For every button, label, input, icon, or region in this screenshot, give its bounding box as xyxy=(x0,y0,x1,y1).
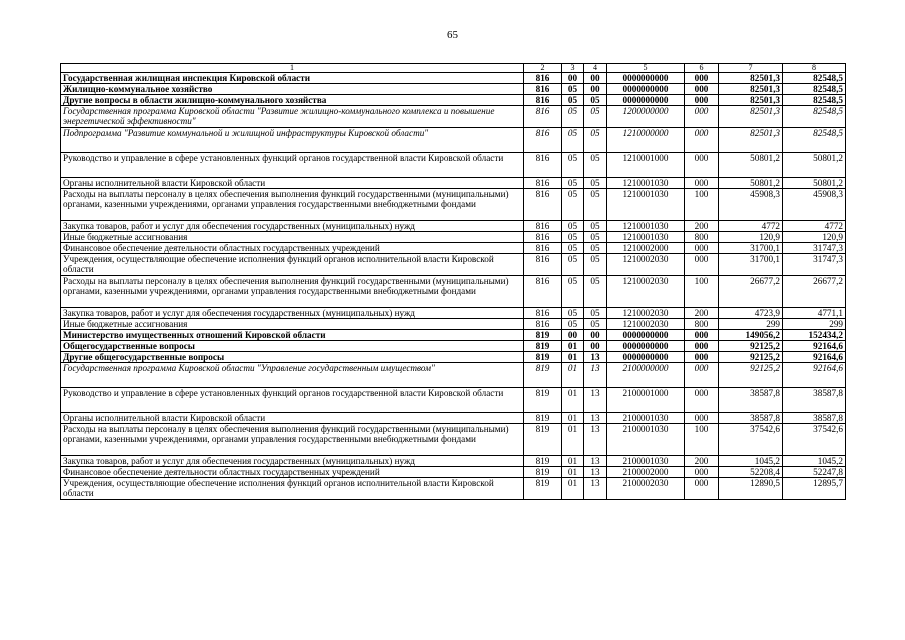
expense-type-cell: 000 xyxy=(685,153,719,178)
section-code-cell: 01 xyxy=(562,413,584,424)
target-article-cell: 1210001000 xyxy=(607,153,685,178)
ministry-code-cell: 819 xyxy=(524,388,562,413)
section-code-cell: 05 xyxy=(562,276,584,308)
section-code-cell: 05 xyxy=(562,95,584,106)
expense-type-cell: 000 xyxy=(685,352,719,363)
amount-year2-cell: 31747,3 xyxy=(783,243,846,254)
ministry-code-cell: 816 xyxy=(524,232,562,243)
expense-type-cell: 000 xyxy=(685,363,719,388)
amount-year1-cell: 50801,2 xyxy=(719,178,783,189)
target-article-cell: 1210001030 xyxy=(607,189,685,221)
subsection-code-cell: 13 xyxy=(584,456,607,467)
amount-year2-cell: 38587,8 xyxy=(783,388,846,413)
row-name-cell: Государственная программа Кировской области "Управление государственным имуществом" xyxy=(61,363,524,388)
ministry-code-cell: 816 xyxy=(524,254,562,276)
target-article-cell: 1210002030 xyxy=(607,254,685,276)
section-code-cell: 05 xyxy=(562,308,584,319)
header-cell: 7 xyxy=(719,64,783,73)
row-name-cell: Другие вопросы в области жилищно-коммунального хозяйства xyxy=(61,95,524,106)
amount-year2-cell: 37542,6 xyxy=(783,424,846,456)
section-code-cell: 05 xyxy=(562,232,584,243)
target-article-cell: 2100002000 xyxy=(607,467,685,478)
subsection-code-cell: 13 xyxy=(584,388,607,413)
subsection-code-cell: 00 xyxy=(584,73,607,84)
expense-type-cell: 000 xyxy=(685,178,719,189)
row-name-cell: Расходы на выплаты персоналу в целях обеспечения выполнения функций государственными (муниципальными) органами, казенными учреждениями, органами управления государственными внебюджетными фондами xyxy=(61,276,524,308)
target-article-cell: 1210002000 xyxy=(607,243,685,254)
target-article-cell: 2100000000 xyxy=(607,363,685,388)
subsection-code-cell: 05 xyxy=(584,189,607,221)
table-row xyxy=(61,84,846,95)
expense-type-cell: 000 xyxy=(685,106,719,128)
header-cell: 5 xyxy=(607,64,685,73)
target-article-cell: 1200000000 xyxy=(607,106,685,128)
row-name-cell: Подпрограмма "Развитие коммунальной и жилищной инфраструктуры Кировской области" xyxy=(61,128,524,153)
subsection-code-cell: 05 xyxy=(584,319,607,330)
section-code-cell: 05 xyxy=(562,243,584,254)
amount-year2-cell: 120,9 xyxy=(783,232,846,243)
expense-type-cell: 000 xyxy=(685,330,719,341)
row-name-cell: Руководство и управление в сфере установленных функций органов государственной власти Кировской области xyxy=(61,153,524,178)
amount-year2-cell: 52247,8 xyxy=(783,467,846,478)
row-name-cell: Закупка товаров, работ и услуг для обеспечения государственных (муниципальных) нужд xyxy=(61,456,524,467)
amount-year2-cell: 38587,8 xyxy=(783,413,846,424)
amount-year2-cell: 50801,2 xyxy=(783,153,846,178)
table-row xyxy=(61,106,846,128)
expense-type-cell: 000 xyxy=(685,84,719,95)
amount-year1-cell: 82501,3 xyxy=(719,73,783,84)
row-name-cell: Учреждения, осуществляющие обеспечение исполнения функций органов исполнительной власти Кировской области xyxy=(61,478,524,500)
amount-year1-cell: 82501,3 xyxy=(719,84,783,95)
expense-type-cell: 100 xyxy=(685,189,719,221)
section-code-cell: 01 xyxy=(562,467,584,478)
budget-table xyxy=(60,63,846,500)
expense-type-cell: 000 xyxy=(685,254,719,276)
amount-year1-cell: 299 xyxy=(719,319,783,330)
subsection-code-cell: 00 xyxy=(584,84,607,95)
subsection-code-cell: 05 xyxy=(584,221,607,232)
section-code-cell: 05 xyxy=(562,128,584,153)
ministry-code-cell: 816 xyxy=(524,189,562,221)
amount-year1-cell: 31700,1 xyxy=(719,243,783,254)
subsection-code-cell: 13 xyxy=(584,352,607,363)
subsection-code-cell: 13 xyxy=(584,413,607,424)
header-cell: 3 xyxy=(562,64,584,73)
ministry-code-cell: 816 xyxy=(524,308,562,319)
section-code-cell: 00 xyxy=(562,73,584,84)
target-article-cell: 0000000000 xyxy=(607,341,685,352)
row-name-cell: Государственная жилищная инспекция Кировской области xyxy=(61,73,524,84)
ministry-code-cell: 819 xyxy=(524,413,562,424)
target-article-cell: 0000000000 xyxy=(607,352,685,363)
table-row xyxy=(61,456,846,467)
row-name-cell: Министерство имущественных отношений Кировской области xyxy=(61,330,524,341)
amount-year1-cell: 52208,4 xyxy=(719,467,783,478)
ministry-code-cell: 816 xyxy=(524,178,562,189)
table-row xyxy=(61,95,846,106)
ministry-code-cell: 819 xyxy=(524,478,562,500)
section-code-cell: 05 xyxy=(562,106,584,128)
amount-year2-cell: 26677,2 xyxy=(783,276,846,308)
amount-year2-cell: 82548,5 xyxy=(783,73,846,84)
table-row xyxy=(61,319,846,330)
section-code-cell: 05 xyxy=(562,221,584,232)
row-name-cell: Жилищно-коммунальное хозяйство xyxy=(61,84,524,95)
header-cell: 2 xyxy=(524,64,562,73)
ministry-code-cell: 816 xyxy=(524,319,562,330)
amount-year2-cell: 82548,5 xyxy=(783,84,846,95)
section-code-cell: 01 xyxy=(562,478,584,500)
amount-year1-cell: 45908,3 xyxy=(719,189,783,221)
expense-type-cell: 800 xyxy=(685,232,719,243)
ministry-code-cell: 819 xyxy=(524,456,562,467)
amount-year2-cell: 82548,5 xyxy=(783,128,846,153)
section-code-cell: 00 xyxy=(562,330,584,341)
subsection-code-cell: 05 xyxy=(584,243,607,254)
row-name-cell: Закупка товаров, работ и услуг для обеспечения государственных (муниципальных) нужд xyxy=(61,221,524,232)
target-article-cell: 1210002030 xyxy=(607,276,685,308)
amount-year2-cell: 92164,6 xyxy=(783,341,846,352)
expense-type-cell: 200 xyxy=(685,221,719,232)
section-code-cell: 01 xyxy=(562,341,584,352)
subsection-code-cell: 05 xyxy=(584,276,607,308)
ministry-code-cell: 816 xyxy=(524,73,562,84)
target-article-cell: 0000000000 xyxy=(607,73,685,84)
table-row xyxy=(61,128,846,153)
row-name-cell: Общегосударственные вопросы xyxy=(61,341,524,352)
expense-type-cell: 800 xyxy=(685,319,719,330)
amount-year1-cell: 149056,2 xyxy=(719,330,783,341)
header-cell: 4 xyxy=(584,64,607,73)
amount-year1-cell: 12890,5 xyxy=(719,478,783,500)
amount-year1-cell: 92125,2 xyxy=(719,352,783,363)
amount-year2-cell: 92164,6 xyxy=(783,363,846,388)
amount-year2-cell: 92164,6 xyxy=(783,352,846,363)
ministry-code-cell: 816 xyxy=(524,84,562,95)
section-code-cell: 05 xyxy=(562,178,584,189)
amount-year1-cell: 50801,2 xyxy=(719,153,783,178)
target-article-cell: 0000000000 xyxy=(607,330,685,341)
amount-year1-cell: 120,9 xyxy=(719,232,783,243)
expense-type-cell: 000 xyxy=(685,388,719,413)
subsection-code-cell: 00 xyxy=(584,330,607,341)
subsection-code-cell: 13 xyxy=(584,478,607,500)
target-article-cell: 2100001030 xyxy=(607,456,685,467)
expense-type-cell: 000 xyxy=(685,478,719,500)
amount-year2-cell: 82548,5 xyxy=(783,106,846,128)
target-article-cell: 1210001030 xyxy=(607,232,685,243)
table-row xyxy=(61,153,846,178)
amount-year1-cell: 82501,3 xyxy=(719,95,783,106)
amount-year1-cell: 37542,6 xyxy=(719,424,783,456)
header-cell: 1 xyxy=(61,64,524,73)
table-row xyxy=(61,276,846,308)
subsection-code-cell: 13 xyxy=(584,424,607,456)
row-name-cell: Закупка товаров, работ и услуг для обеспечения государственных (муниципальных) нужд xyxy=(61,308,524,319)
expense-type-cell: 200 xyxy=(685,456,719,467)
ministry-code-cell: 816 xyxy=(524,276,562,308)
amount-year2-cell: 82548,5 xyxy=(783,95,846,106)
row-name-cell: Органы исполнительной власти Кировской области xyxy=(61,178,524,189)
amount-year2-cell: 31747,3 xyxy=(783,254,846,276)
section-code-cell: 05 xyxy=(562,319,584,330)
amount-year1-cell: 82501,3 xyxy=(719,128,783,153)
row-name-cell: Иные бюджетные ассигнования xyxy=(61,232,524,243)
target-article-cell: 1210001030 xyxy=(607,178,685,189)
table-row xyxy=(61,330,846,341)
ministry-code-cell: 816 xyxy=(524,95,562,106)
table-row xyxy=(61,341,846,352)
subsection-code-cell: 00 xyxy=(584,341,607,352)
subsection-code-cell: 05 xyxy=(584,178,607,189)
header-cell: 6 xyxy=(685,64,719,73)
ministry-code-cell: 816 xyxy=(524,128,562,153)
subsection-code-cell: 13 xyxy=(584,467,607,478)
target-article-cell: 2100001030 xyxy=(607,413,685,424)
ministry-code-cell: 819 xyxy=(524,363,562,388)
ministry-code-cell: 816 xyxy=(524,106,562,128)
ministry-code-cell: 819 xyxy=(524,341,562,352)
subsection-code-cell: 05 xyxy=(584,308,607,319)
amount-year2-cell: 152434,2 xyxy=(783,330,846,341)
row-name-cell: Другие общегосударственные вопросы xyxy=(61,352,524,363)
amount-year1-cell: 38587,8 xyxy=(719,413,783,424)
table-row xyxy=(61,178,846,189)
table-row xyxy=(61,243,846,254)
ministry-code-cell: 819 xyxy=(524,467,562,478)
section-code-cell: 05 xyxy=(562,254,584,276)
amount-year1-cell: 38587,8 xyxy=(719,388,783,413)
section-code-cell: 01 xyxy=(562,456,584,467)
target-article-cell: 2100001030 xyxy=(607,424,685,456)
target-article-cell: 2100002030 xyxy=(607,478,685,500)
target-article-cell: 0000000000 xyxy=(607,84,685,95)
target-article-cell: 1210002030 xyxy=(607,319,685,330)
target-article-cell: 2100001000 xyxy=(607,388,685,413)
amount-year1-cell: 92125,2 xyxy=(719,341,783,352)
section-code-cell: 01 xyxy=(562,424,584,456)
table-row xyxy=(61,308,846,319)
section-code-cell: 01 xyxy=(562,388,584,413)
row-name-cell: Государственная программа Кировской области "Развитие жилищно-коммунального комплекса и повышение энергетической эффективности" xyxy=(61,106,524,128)
expense-type-cell: 000 xyxy=(685,413,719,424)
table-row xyxy=(61,363,846,388)
target-article-cell: 1210000000 xyxy=(607,128,685,153)
table-row xyxy=(61,467,846,478)
table-row xyxy=(61,352,846,363)
expense-type-cell: 000 xyxy=(685,341,719,352)
table-row xyxy=(61,232,846,243)
section-code-cell: 05 xyxy=(562,84,584,95)
subsection-code-cell: 05 xyxy=(584,232,607,243)
section-code-cell: 01 xyxy=(562,363,584,388)
target-article-cell: 1210001030 xyxy=(607,221,685,232)
ministry-code-cell: 816 xyxy=(524,153,562,178)
amount-year2-cell: 12895,7 xyxy=(783,478,846,500)
amount-year2-cell: 50801,2 xyxy=(783,178,846,189)
amount-year2-cell: 45908,3 xyxy=(783,189,846,221)
table-row xyxy=(61,254,846,276)
target-article-cell: 0000000000 xyxy=(607,95,685,106)
row-name-cell: Руководство и управление в сфере установленных функций органов государственной власти Кировской области xyxy=(61,388,524,413)
subsection-code-cell: 13 xyxy=(584,363,607,388)
row-name-cell: Учреждения, осуществляющие обеспечение исполнения функций органов исполнительной власти Кировской области xyxy=(61,254,524,276)
ministry-code-cell: 819 xyxy=(524,330,562,341)
amount-year2-cell: 4771,1 xyxy=(783,308,846,319)
table-row xyxy=(61,478,846,500)
row-name-cell: Иные бюджетные ассигнования xyxy=(61,319,524,330)
table-row xyxy=(61,189,846,221)
table-row xyxy=(61,413,846,424)
expense-type-cell: 100 xyxy=(685,424,719,456)
table-row xyxy=(61,424,846,456)
row-name-cell: Расходы на выплаты персоналу в целях обеспечения выполнения функций государственными (муниципальными) органами, казенными учреждениями, органами управления государственными внебюджетными фондами xyxy=(61,189,524,221)
amount-year1-cell: 4772 xyxy=(719,221,783,232)
header-cell: 8 xyxy=(783,64,846,73)
target-article-cell: 1210002030 xyxy=(607,308,685,319)
subsection-code-cell: 05 xyxy=(584,254,607,276)
section-code-cell: 01 xyxy=(562,352,584,363)
expense-type-cell: 000 xyxy=(685,73,719,84)
expense-type-cell: 000 xyxy=(685,95,719,106)
amount-year1-cell: 1045,2 xyxy=(719,456,783,467)
table-row xyxy=(61,73,846,84)
subsection-code-cell: 05 xyxy=(584,128,607,153)
ministry-code-cell: 819 xyxy=(524,424,562,456)
amount-year2-cell: 4772 xyxy=(783,221,846,232)
amount-year1-cell: 92125,2 xyxy=(719,363,783,388)
ministry-code-cell: 816 xyxy=(524,221,562,232)
subsection-code-cell: 05 xyxy=(584,153,607,178)
expense-type-cell: 100 xyxy=(685,276,719,308)
expense-type-cell: 200 xyxy=(685,308,719,319)
section-code-cell: 05 xyxy=(562,189,584,221)
row-name-cell: Финансовое обеспечение деятельности областных государственных учреждений xyxy=(61,243,524,254)
ministry-code-cell: 819 xyxy=(524,352,562,363)
expense-type-cell: 000 xyxy=(685,243,719,254)
section-code-cell: 05 xyxy=(562,153,584,178)
amount-year1-cell: 31700,1 xyxy=(719,254,783,276)
subsection-code-cell: 05 xyxy=(584,106,607,128)
amount-year2-cell: 299 xyxy=(783,319,846,330)
table-row xyxy=(61,388,846,413)
row-name-cell: Расходы на выплаты персоналу в целях обеспечения выполнения функций государственными (муниципальными) органами, казенными учреждениями, органами управления государственными внебюджетными фондами xyxy=(61,424,524,456)
ministry-code-cell: 816 xyxy=(524,243,562,254)
expense-type-cell: 000 xyxy=(685,467,719,478)
amount-year2-cell: 1045,2 xyxy=(783,456,846,467)
expense-type-cell: 000 xyxy=(685,128,719,153)
amount-year1-cell: 4723,9 xyxy=(719,308,783,319)
amount-year1-cell: 82501,3 xyxy=(719,106,783,128)
page-number: 65 xyxy=(447,29,458,41)
subsection-code-cell: 05 xyxy=(584,95,607,106)
table-header-row xyxy=(61,64,846,73)
table-row xyxy=(61,221,846,232)
amount-year1-cell: 26677,2 xyxy=(719,276,783,308)
row-name-cell: Финансовое обеспечение деятельности областных государственных учреждений xyxy=(61,467,524,478)
row-name-cell: Органы исполнительной власти Кировской области xyxy=(61,413,524,424)
